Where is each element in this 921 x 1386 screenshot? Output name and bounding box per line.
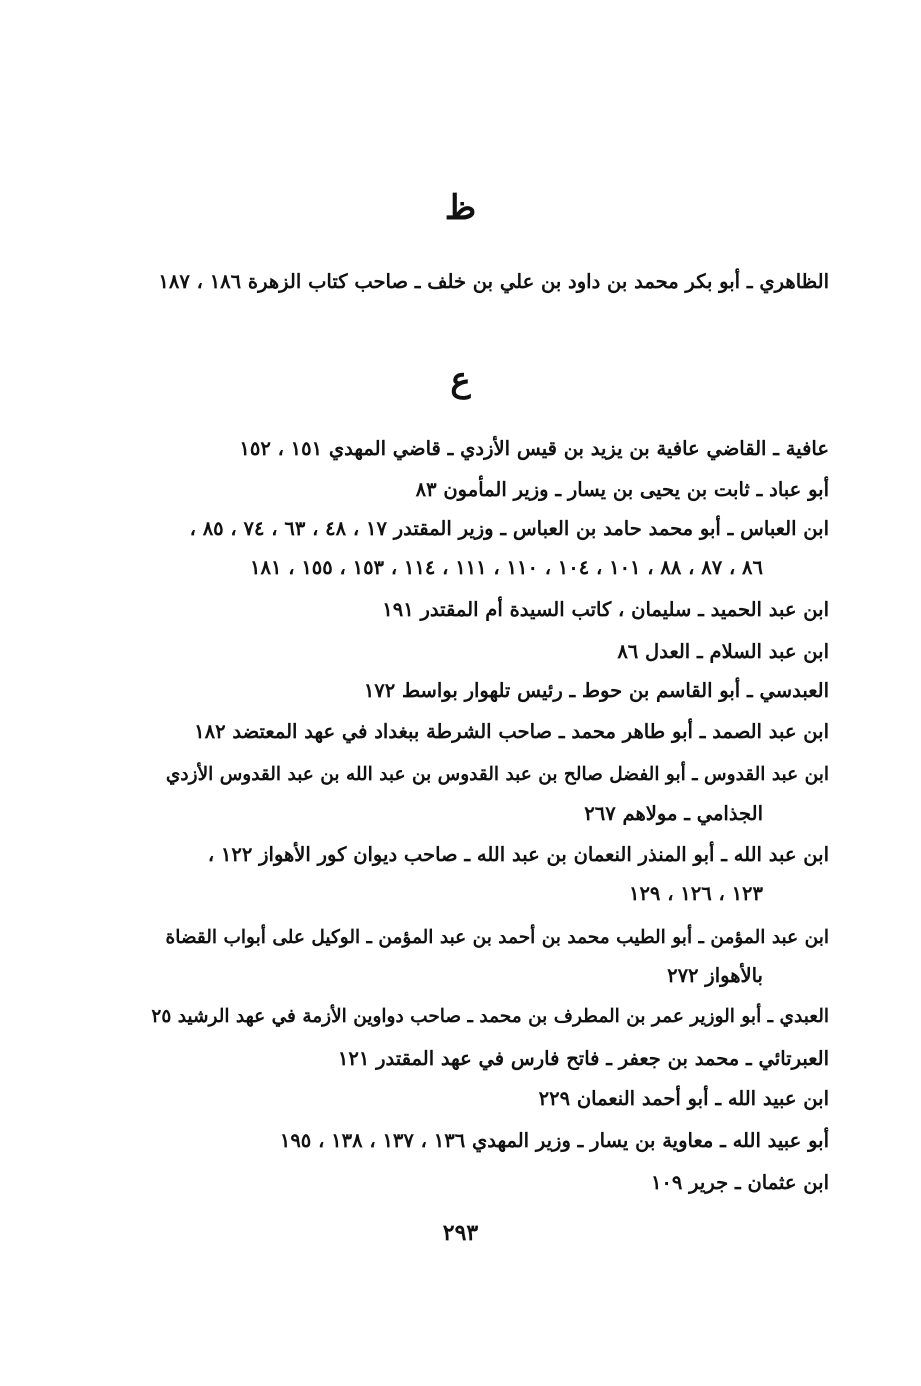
index-entry: ابن عبيد الله ـ أبو أحمد النعمان ٢٢٩ [538, 1087, 829, 1110]
section-letter-ayn: ع [450, 360, 471, 400]
index-entry: العبدسي ـ أبو القاسم بن حوط ـ رئيس تلهوار بواسط ١٧٢ [363, 679, 829, 702]
index-entry: ابن عثمان ـ جرير ١٠٩ [650, 1171, 829, 1194]
index-entry: العبرتائي ـ محمد بن جعفر ـ فاتح فارس في عهد المقتدر ١٢١ [337, 1047, 829, 1070]
index-entry-continuation: ٨٦ ، ٨٧ ، ٨٨ ، ١٠١ ، ١٠٤ ، ١١٠ ، ١١١ ، ١١٤ ، ١٥٣ ، ١٥٥ ، ١٨١ [250, 556, 763, 579]
index-entry: الظاهري ـ أبو بكر محمد بن داود بن علي بن خلف ـ صاحب كتاب الزهرة ١٨٦ ، ١٨٧ [158, 270, 829, 293]
index-entry-continuation: بالأهواز ٢٧٢ [667, 964, 763, 987]
index-entry: أبو عبيد الله ـ معاوية بن يسار ـ وزير المهدي ١٣٦ ، ١٣٧ ، ١٣٨ ، ١٩٥ [279, 1129, 829, 1152]
section-letter-za: ظ [444, 188, 477, 228]
index-entry: ابن عبد المؤمن ـ أبو الطيب محمد بن أحمد بن عبد المؤمن ـ الوكيل على أبواب القضاة [165, 927, 829, 948]
index-entry-continuation: الجذامي ـ مولاهم ٢٦٧ [584, 802, 763, 825]
index-entry: ابن عبد الصمد ـ أبو طاهر محمد ـ صاحب الشرطة ببغداد في عهد المعتضد ١٨٢ [194, 720, 829, 743]
index-entry: ابن عبد الله ـ أبو المنذر النعمان بن عبد الله ـ صاحب ديوان كور الأهواز ١٢٢ ، [207, 843, 829, 866]
index-entry-continuation: ١٢٣ ، ١٢٦ ، ١٢٩ [628, 882, 763, 905]
index-entry: ابن عبد السلام ـ العدل ٨٦ [617, 640, 829, 663]
index-entry: العبدي ـ أبو الوزير عمر بن المطرف بن محمد ـ صاحب دواوين الأزمة في عهد الرشيد ٢٥ [151, 1006, 829, 1027]
index-entry: ابن عبد القدوس ـ أبو الفضل صالح بن عبد القدوس بن عبد الله بن عبد القدوس الأزدي [165, 764, 829, 785]
index-entry: أبو عباد ـ ثابت بن يحيى بن يسار ـ وزير المأمون ٨٣ [415, 478, 829, 501]
index-entry: عافية ـ القاضي عافية بن يزيد بن قيس الأزدي ـ قاضي المهدي ١٥١ ، ١٥٢ [239, 437, 829, 460]
index-entry: ابن العباس ـ أبو محمد حامد بن العباس ـ وزير المقتدر ١٧ ، ٤٨ ، ٦٣ ، ٧٤ ، ٨٥ ، [189, 517, 829, 540]
index-entry: ابن عبد الحميد ـ سليمان ، كاتب السيدة أم المقتدر ١٩١ [382, 598, 829, 621]
page-number: ٢٩٣ [442, 1220, 479, 1246]
